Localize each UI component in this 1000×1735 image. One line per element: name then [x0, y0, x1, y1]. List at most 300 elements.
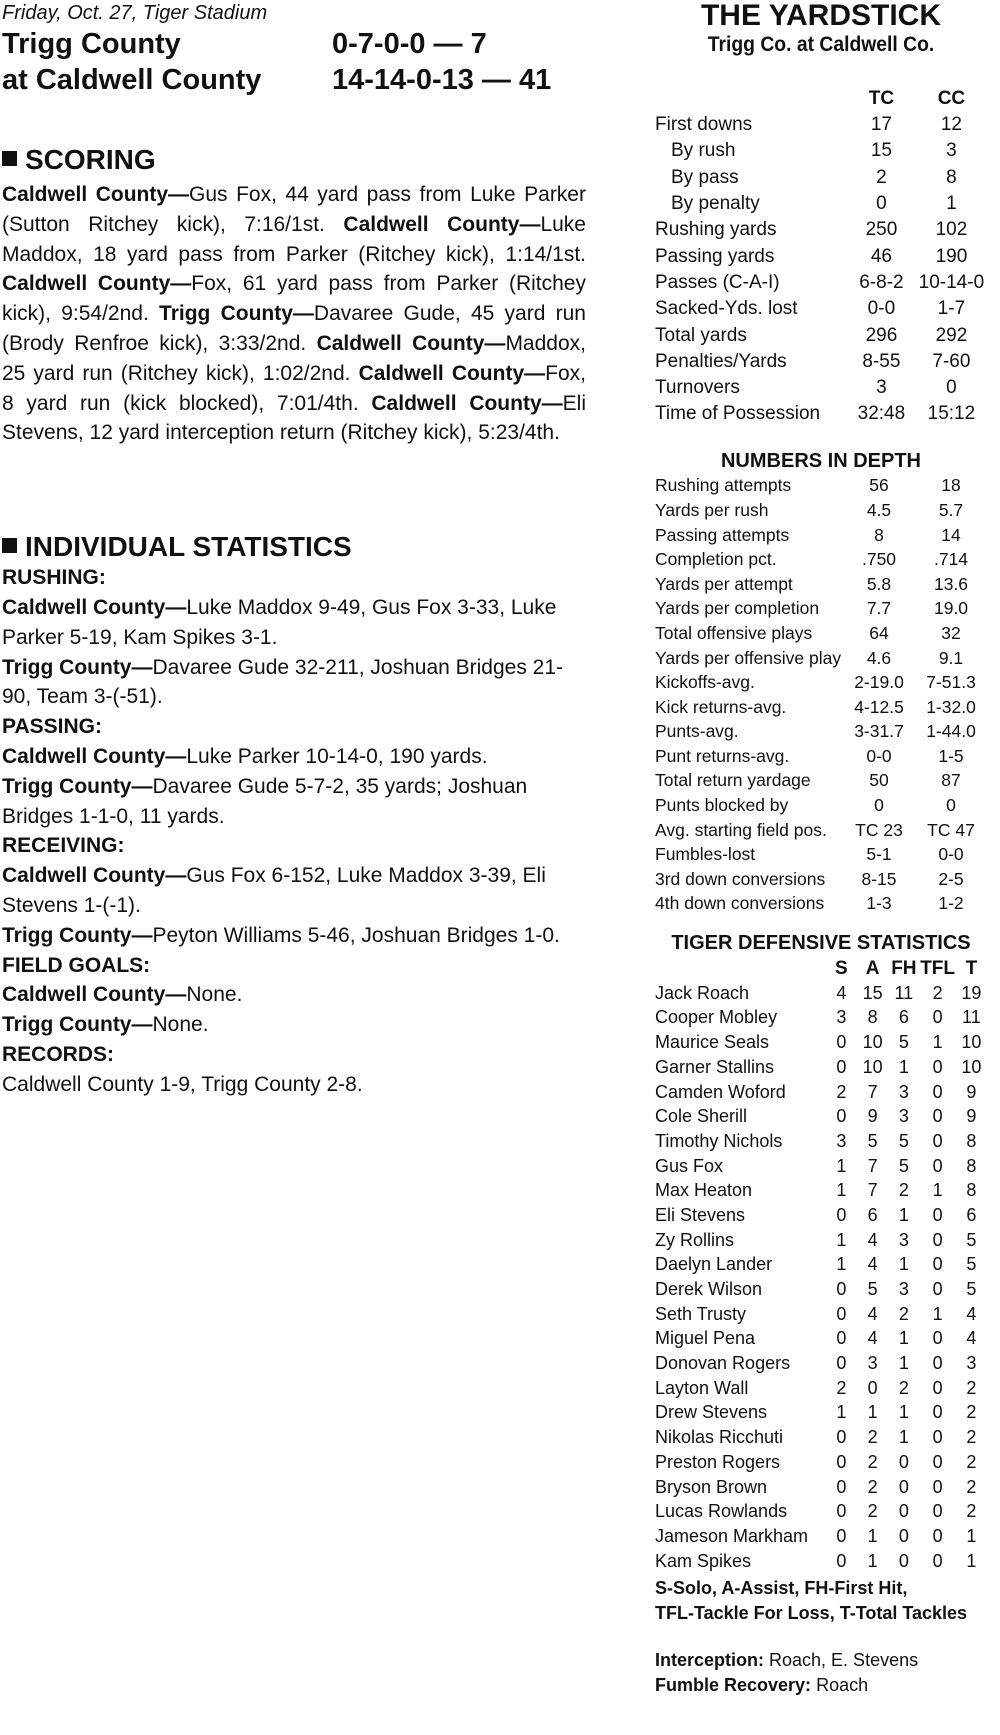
- depth-row: [655, 818, 987, 843]
- stat-cell: 1: [966, 1550, 977, 1571]
- stat-cell: 0: [836, 1550, 847, 1571]
- stat-cell: 0: [836, 1204, 847, 1225]
- stat-cell: 4: [867, 1328, 878, 1349]
- depth-row: [655, 695, 987, 720]
- stat-cell: 8: [966, 1180, 977, 1201]
- stat-cell: 2: [836, 1377, 847, 1398]
- scoring-team: Trigg County—: [159, 302, 314, 326]
- stat-cell: 4: [966, 1303, 977, 1324]
- passing-heading: PASSING:: [2, 715, 102, 739]
- stat-cell: 11: [894, 982, 914, 1003]
- defender-row: [655, 1376, 987, 1401]
- defender-row: [655, 1351, 987, 1376]
- team-label: Caldwell County—: [2, 744, 187, 768]
- tc-value: 6-8-2: [859, 271, 904, 293]
- stat-cell: 4: [867, 1303, 878, 1324]
- stat-cell: 1: [898, 1402, 909, 1423]
- team-label: Caldwell County—: [2, 595, 187, 619]
- yardstick-header-row: [655, 86, 987, 112]
- defender-row: [655, 1450, 987, 1475]
- stat-cell: 0: [932, 1525, 943, 1546]
- cc-value: 8: [946, 166, 957, 188]
- depth-row: [655, 720, 987, 745]
- stat-cell: 1: [898, 1056, 909, 1077]
- dateline: Friday, Oct. 27, Tiger Stadium: [2, 2, 268, 24]
- stat-cell: 6: [867, 1204, 878, 1225]
- stat-cell: 0: [932, 1229, 943, 1250]
- stat-cell: 5: [867, 1279, 878, 1300]
- stat-cell: 0: [932, 1081, 943, 1102]
- stat-cell: 7: [867, 1081, 878, 1102]
- game-story-column: [2, 0, 586, 1100]
- stat-cell: 0: [932, 1279, 943, 1300]
- stat-cell: 0: [836, 1427, 847, 1448]
- stat-cell: 10: [961, 1032, 982, 1053]
- cc-col-header: CC: [937, 88, 966, 109]
- depth-row: [655, 572, 987, 597]
- stat-cell: 1: [898, 1328, 909, 1349]
- cc-value: 1-2: [938, 893, 964, 914]
- tc-value: 5-1: [866, 844, 892, 865]
- cc-value: 3: [946, 140, 957, 162]
- yardstick-row: [655, 296, 987, 322]
- depth-row: [655, 498, 987, 523]
- stat-cell: 1: [836, 1155, 847, 1176]
- depth-row: [655, 621, 987, 646]
- stat-cell: 2: [898, 1303, 909, 1324]
- tc-value: 0: [874, 795, 884, 816]
- stat-cell: 0: [932, 1007, 943, 1028]
- stat-cell: 7: [867, 1155, 878, 1176]
- stat-cell: 0: [932, 1056, 943, 1077]
- defender-row: [655, 1203, 987, 1228]
- stat-cell: 1: [836, 1229, 847, 1250]
- stat-cell: 0: [836, 1279, 847, 1300]
- stat-cell: 3: [898, 1229, 909, 1250]
- scoring-team: Caldwell County—: [343, 212, 541, 236]
- player-name: Miguel Pena: [655, 1328, 756, 1349]
- legend-line-2: TFL-Tackle For Loss, T-Total Tackles: [655, 1603, 968, 1624]
- defender-row: [655, 1277, 987, 1302]
- stat-cell: 0: [867, 1377, 878, 1398]
- stat-cell: 0: [836, 1303, 847, 1324]
- stat-cell: 0: [932, 1204, 943, 1225]
- stat-label: Total return yardage: [655, 770, 811, 791]
- scoring-play: Eli Stevens, 12 yard interception return (Ritchey kick), 5:23/4th.: [2, 391, 586, 445]
- stat-cell: 1: [836, 1254, 847, 1275]
- depth-row: [655, 474, 987, 499]
- yardstick-row: [655, 191, 987, 217]
- defender-row: [655, 1475, 987, 1500]
- stat-cell: 5: [867, 1130, 878, 1151]
- depth-row: [655, 547, 987, 572]
- player-name: Timothy Nichols: [655, 1130, 783, 1151]
- player-name: Seth Trusty: [655, 1303, 747, 1324]
- defensive-legend: [655, 1576, 987, 1626]
- yardstick-row: [655, 322, 987, 348]
- stat-cell: 1: [898, 1204, 909, 1225]
- stat-text: Gus Fox 6-152, Luke Maddox 3-39, Eli Stevens 1-(-1).: [2, 864, 546, 917]
- stat-label: Avg. starting field pos.: [655, 819, 827, 840]
- team-label: Trigg County—: [2, 774, 153, 798]
- cc-value: 13.6: [933, 573, 969, 594]
- cc-value: 0: [946, 377, 957, 399]
- stat-label: Turnovers: [655, 377, 740, 399]
- stat-cell: 2: [966, 1501, 977, 1522]
- stat-text: Peyton Williams 5-46, Joshuan Bridges 1-0.: [152, 923, 560, 947]
- legend-line-1: S-Solo, A-Assist, FH-First Hit,: [655, 1578, 908, 1599]
- tc-value: 250: [865, 219, 898, 241]
- stat-label: By pass: [671, 166, 739, 188]
- tc-value: 15: [870, 140, 892, 162]
- stat-cell: 0: [932, 1501, 943, 1522]
- cc-value: 292: [935, 324, 968, 346]
- player-name: Camden Woford: [655, 1081, 786, 1102]
- tc-value: 4.6: [866, 647, 892, 668]
- player-name: Lucas Rowlands: [655, 1501, 788, 1522]
- depth-row: [655, 597, 987, 622]
- stat-cell: 3: [898, 1081, 909, 1102]
- stat-cell: 1: [867, 1525, 878, 1546]
- stat-label: Punts-avg.: [655, 721, 739, 742]
- stat-cell: 10: [862, 1032, 883, 1053]
- stat-cell: 0: [898, 1525, 909, 1546]
- player-name: Layton Wall: [655, 1377, 749, 1398]
- stat-cell: 1: [932, 1180, 943, 1201]
- stat-cell: 2: [966, 1402, 977, 1423]
- tc-value: 50: [869, 770, 889, 791]
- stat-cell: 0: [932, 1550, 943, 1571]
- interception-label: Interception:: [655, 1650, 765, 1671]
- yardstick-row: [655, 375, 987, 401]
- yardstick-row: [655, 112, 987, 138]
- defender-row: [655, 1253, 987, 1278]
- stat-cell: 9: [966, 1106, 977, 1127]
- tc-value: 0-0: [866, 745, 892, 766]
- stat-cell: 2: [867, 1451, 878, 1472]
- player-name: Zy Rollins: [655, 1229, 735, 1250]
- cc-value: 7-60: [932, 350, 971, 372]
- defender-row: [655, 1030, 987, 1055]
- stat-cell: 2: [966, 1451, 977, 1472]
- col-header-fh: FH: [891, 957, 917, 979]
- stat-cell: 0: [898, 1550, 909, 1571]
- stat-cell: 8: [966, 1155, 977, 1176]
- cc-value: .714: [933, 549, 969, 570]
- stat-cell: 0: [898, 1451, 909, 1472]
- tc-value: 3: [876, 377, 887, 399]
- home-score-row: [2, 62, 586, 98]
- field-goals-cc: [2, 980, 586, 1010]
- stat-cell: 1: [966, 1525, 977, 1546]
- stat-label: Yards per attempt: [655, 573, 793, 594]
- rushing-tc: [2, 653, 586, 713]
- fumble-recovery-value: Roach: [811, 1675, 869, 1696]
- player-name: Derek Wilson: [655, 1279, 763, 1300]
- stat-cell: 3: [898, 1279, 909, 1300]
- yardstick-row: [655, 270, 987, 296]
- square-bullet-icon: [2, 151, 17, 166]
- cc-value: 1-5: [938, 745, 964, 766]
- stat-cell: 9: [867, 1106, 878, 1127]
- stat-cell: 9: [966, 1081, 977, 1102]
- away-score-row: [2, 26, 586, 62]
- scoring-team: Caldwell County—: [316, 331, 506, 355]
- yardstick-row: [655, 217, 987, 243]
- stat-cell: 0: [932, 1130, 943, 1151]
- cc-value: 87: [941, 770, 961, 791]
- stat-cell: 7: [867, 1180, 878, 1201]
- stat-cell: 1: [867, 1550, 878, 1571]
- scoring-play: Maddox, 25 yard run (Ritchey kick), 1:02/2nd.: [2, 331, 586, 385]
- stat-label: Fumbles-lost: [655, 844, 756, 865]
- fumble-recovery-line: [655, 1673, 987, 1698]
- defender-row: [655, 1006, 987, 1031]
- stat-cell: 3: [966, 1353, 977, 1374]
- stat-label: Passes (C-A-I): [655, 271, 780, 293]
- cc-value: 190: [935, 245, 968, 267]
- cc-value: 5.7: [938, 499, 964, 520]
- tc-value: 4.5: [866, 499, 892, 520]
- col-header-tfl: TFL: [920, 957, 956, 979]
- team-label: Caldwell County—: [2, 864, 187, 888]
- stat-cell: 3: [898, 1106, 909, 1127]
- stat-cell: 0: [932, 1377, 943, 1398]
- team-label: Caldwell County—: [2, 983, 187, 1007]
- cc-value: 1-32.0: [926, 696, 976, 717]
- cc-value: 0-0: [938, 844, 964, 865]
- scoring-team: Caldwell County—: [2, 272, 192, 296]
- individual-stats-heading: [2, 531, 586, 563]
- defender-row: [655, 1524, 987, 1549]
- stat-cell: 2: [898, 1180, 909, 1201]
- passing-cc: [2, 742, 586, 772]
- stat-label: Yards per rush: [655, 499, 769, 520]
- player-col-header: [655, 956, 826, 981]
- player-name: Cooper Mobley: [655, 1007, 778, 1028]
- stat-cell: 0: [932, 1353, 943, 1374]
- stat-cell: 1: [932, 1032, 943, 1053]
- stat-cell: 1: [836, 1402, 847, 1423]
- stat-cell: 10: [961, 1056, 982, 1077]
- stat-cell: 1: [898, 1353, 909, 1374]
- tc-value: 0: [876, 193, 887, 215]
- stat-cell: 0: [836, 1032, 847, 1053]
- stat-cell: 5: [966, 1229, 977, 1250]
- cc-value: 14: [941, 524, 961, 545]
- records-text: Caldwell County 1-9, Trigg County 2-8.: [2, 1072, 363, 1096]
- stat-label: By rush: [671, 140, 736, 162]
- yardstick-row: [655, 138, 987, 164]
- stat-cell: 6: [898, 1007, 909, 1028]
- stat-cell: 2: [932, 982, 943, 1003]
- col-header-a: A: [865, 957, 880, 979]
- interception-value: Roach, E. Stevens: [764, 1650, 919, 1671]
- stat-cell: 2: [966, 1377, 977, 1398]
- stat-cell: 10: [862, 1056, 883, 1077]
- scoring-play: Fox, 8 yard run (kick blocked), 7:01/4th.: [2, 361, 586, 415]
- cc-value: 1: [946, 193, 957, 215]
- stat-cell: 0: [836, 1525, 847, 1546]
- scoring-play: Fox, 61 yard pass from Parker (Ritchey kick), 9:54/2nd.: [2, 272, 586, 326]
- stat-text: Luke Parker 10-14-0, 190 yards.: [186, 744, 488, 768]
- player-name: Gus Fox: [655, 1155, 724, 1176]
- cc-value: 7-51.3: [926, 672, 976, 693]
- stat-label: Passing yards: [655, 245, 775, 267]
- stat-cell: 0: [836, 1353, 847, 1374]
- team-label: Trigg County—: [2, 923, 153, 947]
- player-name: Bryson Brown: [655, 1476, 768, 1497]
- yardstick-row: [655, 165, 987, 191]
- stat-text: None.: [152, 1013, 209, 1037]
- tc-value: 56: [869, 475, 889, 496]
- stat-cell: 1: [898, 1427, 909, 1448]
- fumble-recovery-label: Fumble Recovery:: [655, 1675, 812, 1696]
- stat-cell: 0: [836, 1476, 847, 1497]
- tc-value: 46: [870, 245, 892, 267]
- stat-label: 4th down conversions: [655, 893, 825, 914]
- stat-label: Kick returns-avg.: [655, 696, 787, 717]
- tc-value: 296: [865, 324, 898, 346]
- stat-cell: 1: [867, 1402, 878, 1423]
- stat-label: First downs: [655, 114, 753, 136]
- stat-text: Davaree Gude 5-7-2, 35 yards; Joshuan Bridges 1-1-0, 11 yards.: [2, 774, 528, 828]
- defender-row: [655, 1549, 987, 1574]
- cc-value: 15:12: [927, 403, 976, 425]
- stat-cell: 0: [932, 1451, 943, 1472]
- receiving-heading: RECEIVING:: [2, 834, 125, 858]
- cc-value: 102: [935, 219, 968, 241]
- stat-cell: 3: [836, 1130, 847, 1151]
- individual-stats: [2, 563, 586, 1099]
- defender-row: [655, 1499, 987, 1524]
- yardstick-row: [655, 401, 987, 427]
- stat-cell: 11: [962, 1007, 981, 1028]
- stat-cell: 2: [836, 1081, 847, 1102]
- stat-cell: 5: [966, 1254, 977, 1275]
- tc-value: 4-12.5: [854, 696, 904, 717]
- tc-value: 64: [869, 622, 889, 643]
- scoring-team: Caldwell County—: [358, 361, 546, 385]
- stat-cell: 0: [932, 1254, 943, 1275]
- player-name: Donovan Rogers: [655, 1353, 791, 1374]
- square-bullet-icon: [2, 538, 17, 553]
- yardstick-title: THE YARDSTICK: [700, 0, 942, 32]
- stat-cell: 15: [862, 982, 883, 1003]
- team-label: Trigg County—: [2, 1013, 153, 1037]
- col-header-s: S: [835, 957, 848, 979]
- stat-label: Punts blocked by: [655, 795, 789, 816]
- rushing-heading: RUSHING:: [2, 566, 106, 590]
- cc-value: 19.0: [933, 598, 969, 619]
- receiving-tc: [2, 921, 586, 951]
- stat-cell: 5: [898, 1032, 909, 1053]
- stat-cell: 0: [898, 1501, 909, 1522]
- stat-cell: 0: [836, 1056, 847, 1077]
- player-name: Jameson Markham: [655, 1525, 809, 1546]
- home-team: at Caldwell County: [2, 64, 262, 96]
- stat-cell: 4: [867, 1254, 878, 1275]
- records-heading: RECORDS:: [2, 1042, 115, 1066]
- player-name: Eli Stevens: [655, 1204, 746, 1225]
- player-name: Daelyn Lander: [655, 1254, 773, 1275]
- tc-value: 8-55: [862, 350, 901, 372]
- cc-value: 1-44.0: [926, 721, 976, 742]
- tc-value: .750: [861, 549, 897, 570]
- defender-row: [655, 1228, 987, 1253]
- stat-label: By penalty: [671, 193, 760, 215]
- cc-value: 12: [940, 114, 962, 136]
- tc-value: 2-19.0: [854, 672, 904, 693]
- depth-row: [655, 867, 987, 892]
- player-name: Jack Roach: [655, 982, 750, 1003]
- defensive-header-row: [655, 956, 987, 981]
- stat-cell: 1: [898, 1254, 909, 1275]
- stat-label: Yards per offensive play: [655, 647, 842, 668]
- tc-value: 32:48: [857, 403, 906, 425]
- yardstick-table: [655, 86, 987, 428]
- col-header-t: T: [965, 957, 978, 979]
- player-name: Max Heaton: [655, 1180, 753, 1201]
- interception-line: [655, 1648, 987, 1673]
- cc-value: 0: [946, 795, 956, 816]
- stat-cell: 4: [966, 1328, 977, 1349]
- receiving-cc: [2, 861, 586, 921]
- scoring-heading-text: SCORING: [25, 144, 156, 175]
- cc-value: 9.1: [938, 647, 964, 668]
- stat-cell: 2: [867, 1427, 878, 1448]
- tc-value: 3-31.7: [854, 721, 904, 742]
- stat-cell: 1: [836, 1180, 847, 1201]
- defender-row: [655, 1302, 987, 1327]
- stat-cell: 0: [932, 1106, 943, 1127]
- depth-row: [655, 793, 987, 818]
- team-label: Trigg County—: [2, 655, 153, 679]
- cc-value: 1-7: [937, 298, 966, 320]
- passing-tc: [2, 772, 586, 832]
- stat-cell: 3: [836, 1007, 847, 1028]
- numbers-in-depth-table: [655, 474, 987, 917]
- yardstick-row: [655, 243, 987, 269]
- defender-row: [655, 1327, 987, 1352]
- player-name: Drew Stevens: [655, 1402, 768, 1423]
- stat-cell: 5: [966, 1279, 977, 1300]
- stat-cell: 0: [836, 1328, 847, 1349]
- yardstick-subtitle: Trigg Co. at Caldwell Co.: [707, 33, 935, 56]
- field-goals-tc: [2, 1010, 586, 1040]
- away-team: Trigg County: [2, 28, 181, 60]
- stat-cell: 0: [932, 1402, 943, 1423]
- depth-row: [655, 646, 987, 671]
- stat-cell: 5: [898, 1130, 909, 1151]
- stat-cell: 2: [966, 1476, 977, 1497]
- cc-value: 18: [941, 475, 961, 496]
- stat-cell: 0: [836, 1106, 847, 1127]
- stat-cell: 0: [836, 1451, 847, 1472]
- defensive-stats-table: [655, 956, 987, 1573]
- stat-text: None.: [186, 983, 243, 1007]
- player-name: Nikolas Ricchuti: [655, 1427, 784, 1448]
- defender-row: [655, 1129, 987, 1154]
- stat-cell: 0: [898, 1476, 909, 1497]
- stat-label: Total offensive plays: [655, 622, 813, 643]
- depth-row: [655, 670, 987, 695]
- stat-cell: 0: [932, 1328, 943, 1349]
- stats-column: [655, 0, 987, 1698]
- yardstick-row: [655, 349, 987, 375]
- scoring-play: Davaree Gude, 45 yard run (Brody Renfroe kick), 3:33/2nd.: [2, 302, 586, 355]
- stat-cell: 4: [836, 982, 847, 1003]
